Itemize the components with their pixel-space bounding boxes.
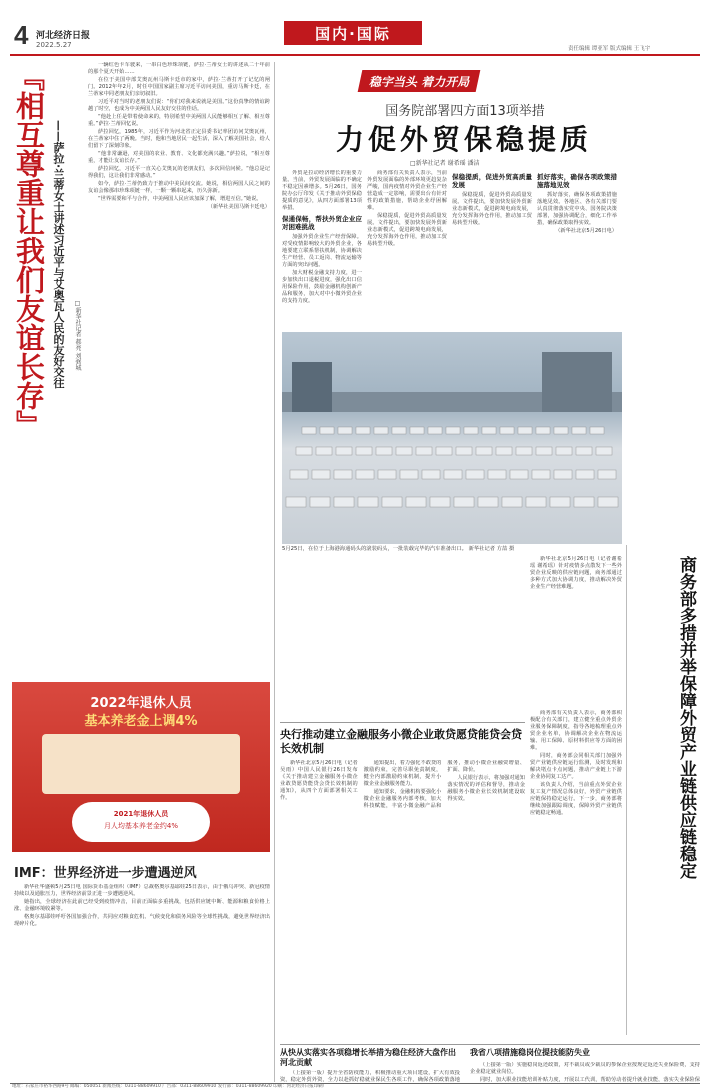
paragraph: 加大财税金融支持力度，进一步加快出口退税进度，强化出口信用保险作用，鼓励金融机构创新产品和服务，加大对中小微外贸企业的支持力度。	[282, 270, 362, 304]
port-photo	[282, 332, 622, 544]
pension-subtitle: 基本养老金上调4%	[84, 714, 198, 729]
bottom-left-headline: 从快从实落实各项稳增长举措为稳住经济大盘作出河北贡献	[280, 1048, 456, 1067]
center-headline: 力促外贸保稳提质	[335, 123, 592, 156]
paragraph: 她指出，全球经济在此前已经受到疫情冲击，目前正面临多重挑战，包括供应链中断、能源和粮食价格上涨、金融环境收紧等。	[14, 899, 270, 912]
masthead	[0, 0, 708, 56]
issue-date: 2022.5.27	[36, 41, 72, 49]
paragraph: 通知提出，着力强化不敢贷的激励约束，完善尽职免责制度，健全内部激励约束机制，提升小微企业金融服务能力。	[363, 760, 442, 787]
photo-caption: 5月25日，在位于上海港海通码头的滚装码头，一批装载完毕的汽车准备出口。 新华社记者 方喆 摄	[282, 546, 515, 552]
paragraph: 保稳提质，促进外贸高质量发展。文件提出，要加快发展外贸新业态新模式，促进跨境电商发展，充分发挥海外仓作用，推动加工贸易转型升级。	[452, 192, 532, 226]
pboc-body	[280, 760, 525, 1044]
imf-body	[14, 884, 270, 1064]
column-divider	[626, 545, 627, 1035]
paragraph: 通知要求，金融机构要强化小微企业金融服务内部考核，加大科技赋能，丰富小微金融产品和服务，推动小微企业融资增量、扩面、降价。	[363, 760, 525, 809]
subhead: 抓好落实，确保各项政策措施落地见效	[537, 173, 617, 189]
pboc-headline: 央行推动建立金融服务小微企业敢贷愿贷能贷会贷长效机制	[280, 728, 522, 755]
left-feature-byline: □新华社记者 郝亮 刘弼城	[74, 300, 81, 371]
paragraph: （上接第一版）实施稳岗返还政策，对不裁员或少裁员的参保企业按规定返还失业保险费，支持企业稳定就业岗位。	[470, 1062, 700, 1075]
editor-credits: 责任编辑 谭亚军 版式编辑 王飞宇	[568, 46, 651, 52]
bottom-right-body	[470, 1062, 700, 1082]
paragraph: 外贸是拉动经济增长的重要力量。当前，外贸发展面临的不确定不稳定因素增多。5月26日，国务院办公厅印发《关于推动外贸保稳提质的意见》，从四方面部署13项举措。	[282, 170, 362, 211]
section-title: 国内·国际	[315, 25, 391, 43]
paragraph: 一辆红色卡车驶来，一串白色珍珠项链，萨拉·兰蒂女士的讲述从二十年前的那个夏天开始……	[88, 62, 270, 75]
column-divider	[274, 62, 275, 1082]
section-divider	[280, 722, 525, 723]
paragraph: “他非常谦逊，对美国的农业、教育、文化都充满兴趣。”萨拉说，“相互尊重，才能让友谊长存。”	[88, 151, 270, 164]
left-feature-headline: 『相互尊重让我们友谊长存』	[12, 62, 46, 439]
article-credit: （新华社美国马斯卡廷电）	[207, 204, 270, 210]
paragraph: “世界需要和平与合作，中美两国人民应该加深了解，增进互信。”她说。	[98, 196, 262, 202]
port-photo-illustration	[282, 332, 622, 544]
paragraph: 在位于美国中部艾奥瓦州马斯卡廷市的家中，萨拉·兰蒂打开了记忆的闸门。2012年年2月，时任中国国家副主席习近平访问美国，重访马斯卡廷，在兰蒂家中同老朋友们亲切叙旧。	[88, 77, 270, 97]
paragraph: 同时，加大职业技能培训补贴力度，开展以工代训，帮助劳动者提升就业技能，落实失业保险保	[480, 1077, 700, 1082]
bottom-left-body	[280, 1070, 460, 1082]
subhead: 保稳提质，促进外贸高质量发展	[452, 173, 532, 189]
paragraph: 格奥尔基耶娃呼吁各国加强合作，共同应对粮食危机、气候变化和债务风险等全球性挑战，避免世界经济出现碎片化。	[14, 914, 270, 927]
right-feature-body	[530, 710, 622, 1050]
footer-info: 地址：石家庄市裕华西路9号 邮编：050051 新闻热线：0311-88609910 广告部：0311-88609910 发行部：0311-88609920 印刷：河北经济日报印刷厂	[12, 1084, 328, 1089]
paragraph: 加强外贸企业生产经营保障。对受疫情影响较大的外贸企业，各地要建立联系帮扶机制，协调解决生产经营、员工返岗、物流运输等方面的突出问题。	[282, 234, 362, 268]
center-byline: □新华社记者 谢希瑶 潘洁	[410, 160, 480, 167]
page-number: 4	[14, 20, 29, 50]
paragraph: （上接第一版）提升全省防疫能力，积极推动重大项目建设，扩大有效投资，稳定外贸外资，全力以赴抓好稳就业保民生各项工作，确保各项政策落地	[280, 1070, 460, 1082]
left-feature-body	[88, 62, 270, 548]
paragraph: 习近平对当时的老朋友们说：“你们对我来说就是美国。”这份真挚的情谊跨越了时空，也成为中美两国人民友好交往的佳话。	[88, 99, 270, 112]
pension-banner	[12, 682, 270, 852]
paper-name: 河北经济日报	[36, 31, 91, 41]
paragraph: 同时，商务部会同相关部门加强外贸产业链供应链运行监测，及时发现和解决堵点卡点问题，推动产业链上下游企业协同复工达产。	[530, 753, 622, 780]
masthead-rule	[10, 54, 700, 56]
left-feature-subhead: ——萨拉·兰蒂女士讲述习近平与艾奥瓦人民的友好交往	[52, 120, 65, 389]
pension-illustration	[42, 734, 240, 794]
paragraph: 人民银行表示，将加强对通知落实情况的评估和督导，推动金融服务小微企业长效机制建设取得实效。	[447, 775, 525, 802]
pension-badge	[72, 802, 210, 842]
pension-badge-line2: 月人均基本养老金约4%	[103, 822, 179, 830]
paragraph: 萨拉回忆，1985年，习近平作为河北省正定县委书记率团访问艾奥瓦州，在兰蒂家中住了两晚。当时，他和当地居民一起生活，深入了解美国社会，给人们留下了深刻印象。	[88, 129, 270, 149]
right-feature-headline: 商务部多措并举保障外贸产业链供应链稳定	[676, 556, 696, 879]
pension-badge-line1: 2021年退休人员	[113, 810, 169, 818]
paragraph: 如今，萨拉·兰蒂仍致力于推动中美民间交流。她说，相信两国人民之间的友谊会像那串珍珠项链一样，一颗一颗串起来，历久弥新。	[88, 181, 270, 194]
right-feature-intro	[530, 556, 622, 706]
imf-headline: IMF：世界经济进一步遭遇逆风	[14, 866, 197, 881]
paragraph: “他赴上任是带着使命来的，特别希望中美两国人民能够相互了解、相互尊重。”萨拉·兰蒂回忆说。	[88, 114, 270, 127]
paragraph: 新华社北京5月26日电（记者吴雨）中国人民银行26日发布《关于推动建立金融服务小微企业敢贷愿贷能贷会贷长效机制的通知》，从四个方面部署相关工作。	[280, 760, 358, 801]
subhead: 保通保畅，帮扶外贸企业应对困难挑战	[282, 215, 362, 231]
center-deck: 国务院部署四方面13项举措	[385, 104, 545, 119]
paragraph: 抓好落实，确保各项政策措施落地见效。各地区、各有关部门要认真贯彻落实党中央、国务院决策部署，加强协调配合，细化工作举措，确保政策取得实效。	[537, 192, 617, 226]
paragraph: 新华社北京5月26日电（记者谢希瑶 谢希瑶）针对疫情多点散发下一些外贸企业反映的供应链问题，商务部通过多种方式加大协调力度，推动解决外贸企业生产经营难题。	[530, 556, 622, 590]
paragraph: 新华社华盛顿5月25日电 国际货币基金组织（IMF）总裁格奥尔基耶娃25日表示，由于俄乌冲突、新冠疫情持续以及通胀压力，世界经济前景正进一步遭遇逆风。	[14, 884, 270, 897]
bottom-right-headline: 我省八项措施稳岗位提技能防失业	[470, 1048, 590, 1057]
pension-year-title: 2022年退休人员	[90, 696, 192, 711]
paragraph: 该负责人介绍，当前重点外贸企业复工复产情况总体良好，外贸产业链供应链保持稳定运行。下一步，商务部将继续加强跟踪调度，保障外贸产业链供应链稳定畅通。	[530, 782, 622, 816]
paragraph: 保稳提质，促进外贸高质量发展。文件提出，要加快发展外贸新业态新模式，促进跨境电商发展，充分发挥海外仓作用，推动加工贸易转型升级。	[367, 213, 447, 247]
article-credit: （新华社北京5月26日电）	[555, 228, 617, 234]
center-kicker: 稳字当头 着力开局	[368, 75, 470, 89]
paragraph: 商务部有关负责人表示，商务部积极配合有关部门，建立健全重点外贸企业服务保障制度，指导各地梳理重点外贸企业名单，协调解决企业在物流运输、用工保障、原材料供应等方面的困难。	[530, 710, 622, 751]
paragraph: 萨拉回忆，习近平一直关心艾奥瓦的老朋友们，多次回信问候。“他总是记得我们，这让我们非常感动。”	[88, 166, 270, 179]
paragraph: 商务部有关负责人表示，当前外贸发展面临的外部环境更趋复杂严峻，国内疫情对外贸企业生产经营造成一定影响，需要出台有针对性的政策措施，帮助企业纾困解难。	[367, 170, 447, 211]
section-divider	[280, 1044, 700, 1045]
